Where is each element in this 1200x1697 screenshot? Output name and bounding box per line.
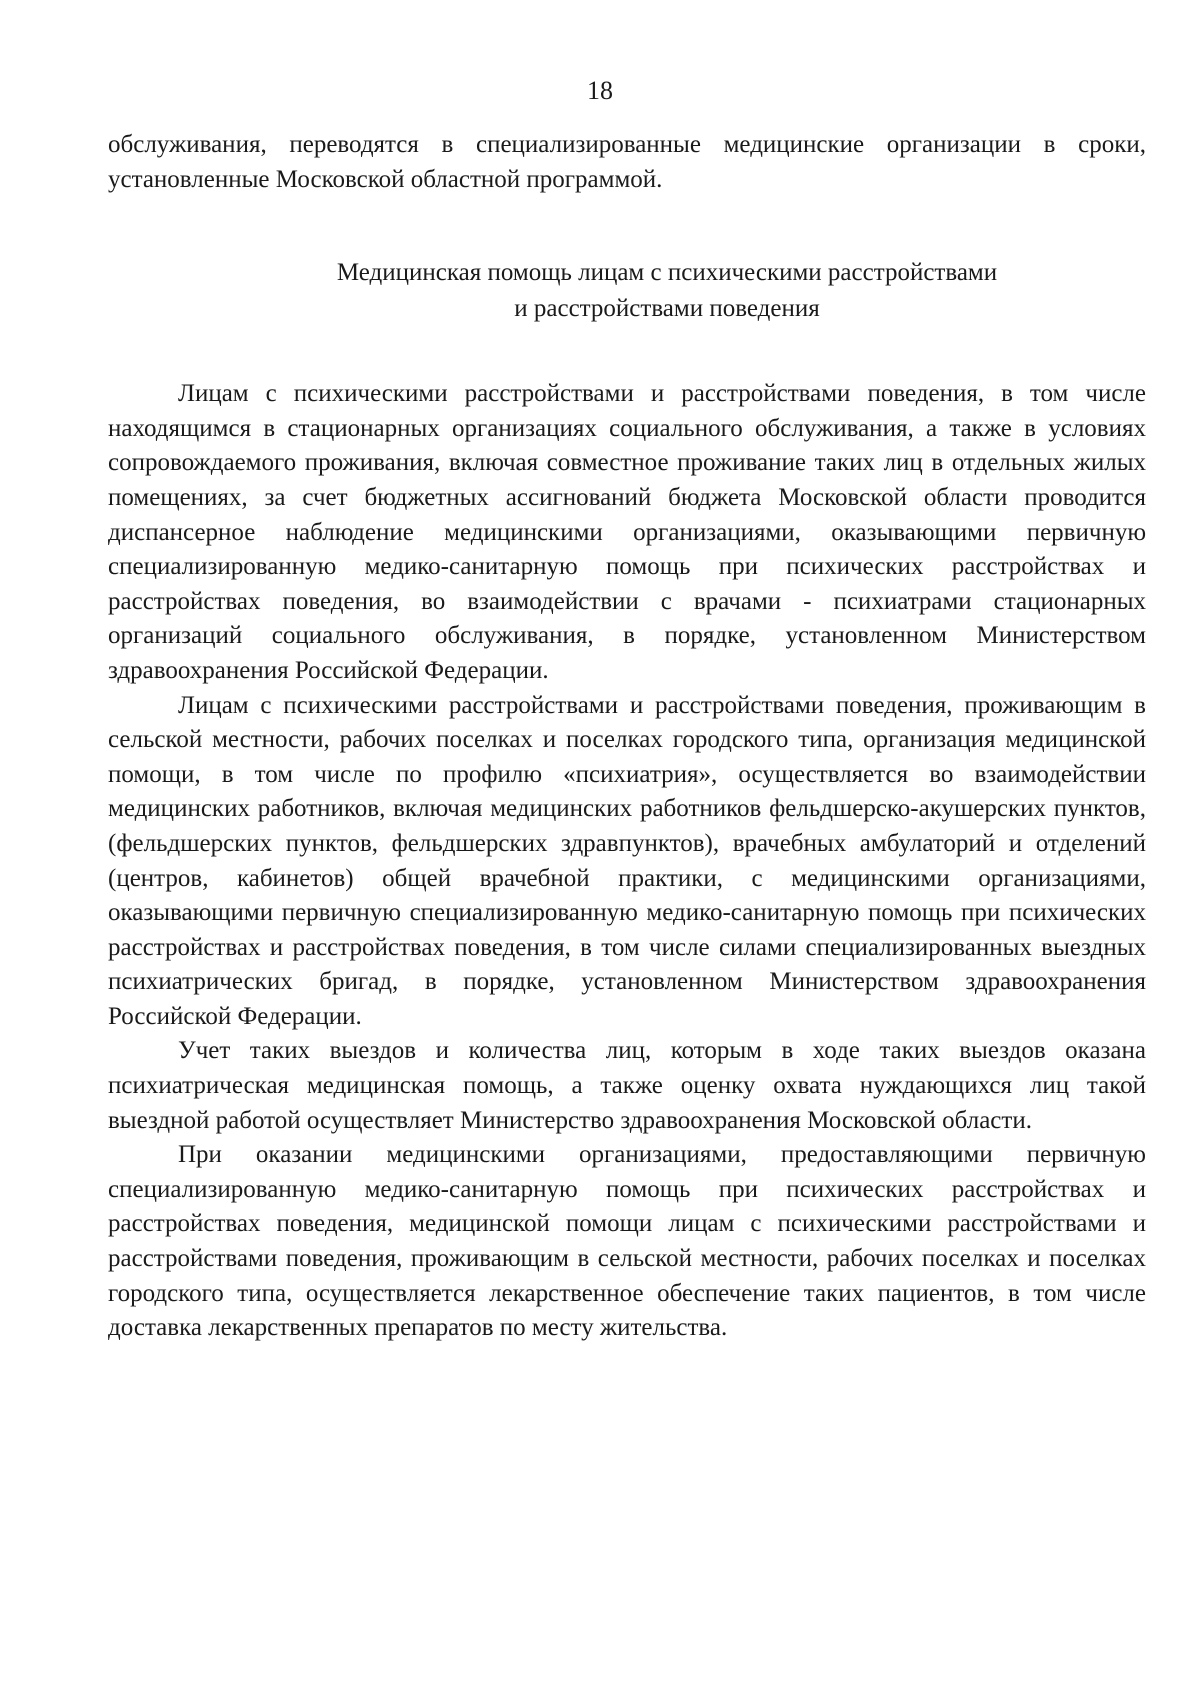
paragraph-rural-care-organization: Лицам с психическими расстройствами и расстройствами поведения, проживающим в сельской местности, рабочих поселках и поселках городского типа, организация медицинской помощи, в том числе по профилю «психиатрия», осуществляется во взаимодействии медицинских работников, включая медицинских работников фельдшерско-акушерских пунктов, (фельдшерских пунктов, фельдшерских здравпунктов), врачебных амбулаторий и отделений (центров, кабинетов) общей врачебной практики, с медицинскими организациями, оказывающими первичную специализированную медико-санитарную помощь при психических расстройствах и расстройствах поведения, в том числе силами специализированных выездных психиатрических бригад, в порядке, установленном Министерством здравоохранения Российской Федерации. <box>108 691 1146 1030</box>
paragraph-drug-provision: При оказании медицинскими организациями, предоставляющими первичную специализированную медико-санитарную помощь при психических расстройствах и расстройствах поведения, медицинской помощи лицам с психическими расстройствами и расстройствами поведения, проживающим в сельской местности, рабочих поселках и поселках городского типа, осуществляется лекарственное обеспечение таких пациентов, в том числе доставка лекарственных препаратов по месту жительства. <box>108 1141 1146 1342</box>
page-number: 18 <box>587 76 613 105</box>
lead-paragraph: обслуживания, переводятся в специализированные медицинские организации в сроки, установленные Московской областной программой. <box>108 131 1146 193</box>
paragraph-visit-accounting: Учет таких выездов и количества лиц, которым в ходе таких выездов оказана психиатрическая медицинская помощь, а также оценку охвата нуждающихся лиц такой выездной работой осуществляет Министерство здравоохранения Московской области. <box>108 1037 1146 1134</box>
section-heading-line-2: и расстройствами поведения <box>514 295 820 323</box>
section-heading-line-1: Медицинская помощь лицам с психическими расстройствами <box>336 259 998 287</box>
section-heading <box>108 255 1146 327</box>
document-body <box>108 128 1146 1346</box>
paragraph-dispensary-observation: Лицам с психическими расстройствами и расстройствами поведения, в том числе находящимся в стационарных организациях социального обслуживания, а также в условиях сопровождаемого проживания, включая совместное проживание таких лиц в отдельных жилых помещениях, за счет бюджетных ассигнований бюджета Московской области проводится диспансерное наблюдение медицинскими организациями, оказывающими первичную специализированную медико-санитарную помощь при психических расстройствах и расстройствах поведения, во взаимодействии с врачами - психиатрами стационарных организаций социального обслуживания, в порядке, установленном Министерством здравоохранения Российской Федерации. <box>108 380 1146 684</box>
